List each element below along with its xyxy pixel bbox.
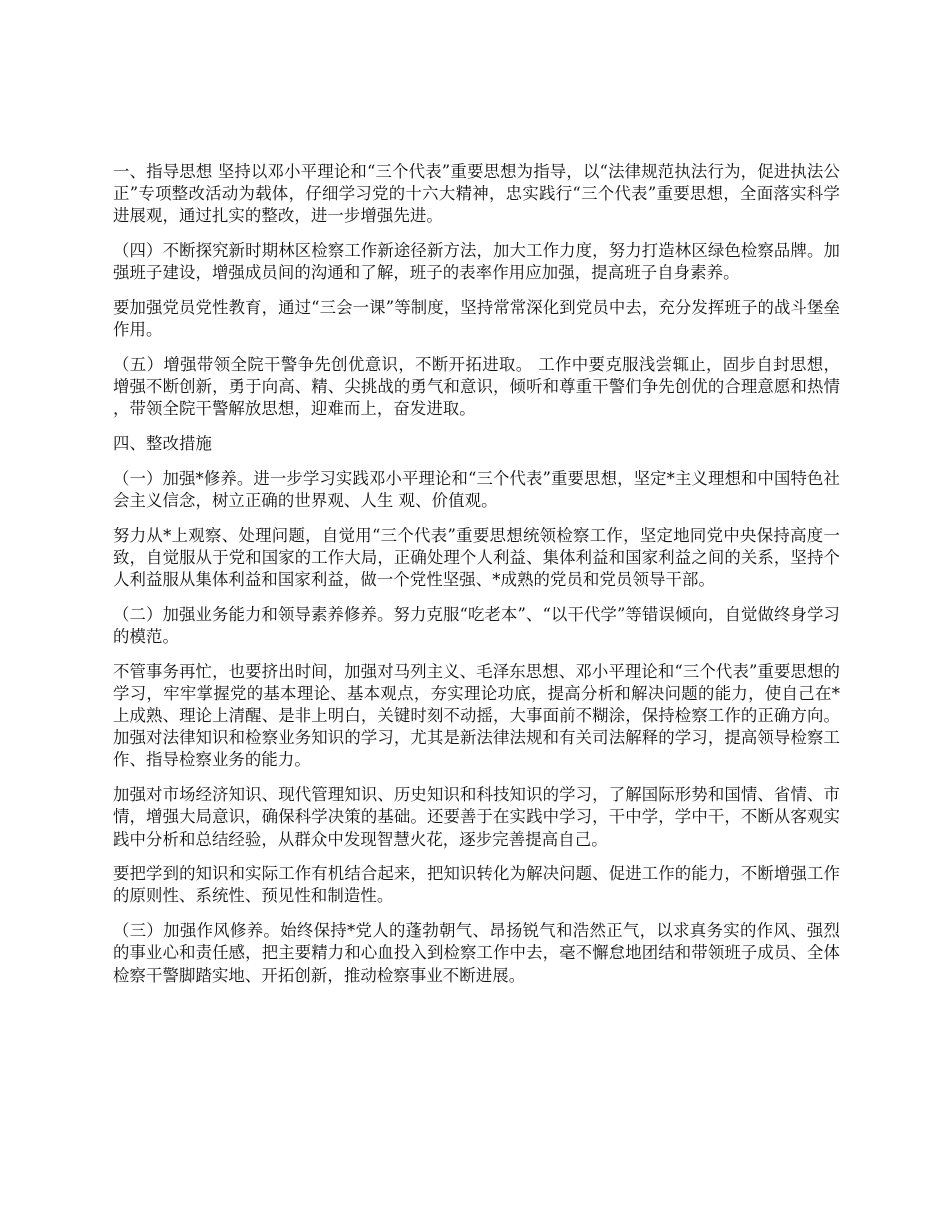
paragraph-measure-one: （一）加强*修养。进一步学习实践邓小平理论和“三个代表”重要思想，坚定*主义理想和中国特色社会主义信念，树立正确的世界观、人生 观、价值观。 bbox=[113, 468, 840, 510]
paragraph-measure-two: （二）加强业务能力和领导素养修养。努力克服“吃老本”、“以干代学”等错误倾向，自觉做终身学习的模范。 bbox=[113, 604, 840, 646]
paragraph-measure-two-knowledge: 加强对市场经济知识、现代管理知识、历史知识和科技知识的学习，了解国际形势和国情、省情、市情，增强大局意识，确保科学决策的基础。还要善于在实践中学习，干中学，学中干，不断从客观实践中分析和总结经验，从群众中发现智慧火花，逐步完善提高自己。 bbox=[113, 785, 840, 849]
paragraph-guiding-ideology: 一、指导思想 坚持以邓小平理论和“三个代表”重要思想为指导，以“法律规范执法行为，促进执法公正”专项整改活动为载体，仔细学习党的十六大精神，忠实践行“三个代表”重要思想，全面落实科学进展观，通过扎实的整改，进一步增强先进。 bbox=[113, 162, 840, 226]
document-body bbox=[113, 161, 840, 999]
paragraph-item-four: （四）不断探究新时期林区检察工作新途径新方法，加大工作力度，努力打造林区绿色检察品牌。加强班子建设，增强成员间的沟通和了解，班子的表率作用应加强，提高班子自身素养。 bbox=[113, 241, 840, 283]
paragraph-measure-two-practice: 要把学到的知识和实际工作有机结合起来，把知识转化为解决问题、促进工作的能力，不断增强工作的原则性、系统性、预见性和制造性。 bbox=[113, 864, 840, 906]
paragraph-item-five: （五）增强带领全院干警争先创优意识，不断开拓进取。 工作中要克服浅尝辄止，固步自封思想，增强不断创新，勇于向高、精、尖挑战的勇气和意识，倾听和尊重干警们争先创优的合理意愿和热情，带领全院干警解放思想，迎难而上，奋发进取。 bbox=[113, 354, 840, 419]
paragraph-measure-three: （三）加强作风修养。始终保持*党人的蓬勃朝气、昂扬锐气和浩然正气，以求真务实的作风、强烈的事业心和责任感，把主要精力和心血投入到检察工作中去，毫不懈怠地团结和带领班子成员、全体检察干警脚踏实地、开拓创新，推动检察事业不断进展。 bbox=[113, 921, 840, 985]
paragraph-measure-two-study: 不管事务再忙，也要挤出时间，加强对马列主义、毛泽东思想、邓小平理论和“三个代表”重要思想的学习，牢牢掌握党的基本理论、基本观点，夯实理论功底，提高分析和解决问题的能力，使自己在*上成熟、理论上清醒、是非上明白，关键时刻不动摇，大事面前不糊涂，保持检察工作的正确方向。加强对法律知识和检察业务知识的学习，尤其是新法律法规和有关司法解释的学习，提高领导检察工作、指导检察业务的能力。 bbox=[113, 661, 840, 770]
paragraph-measure-one-detail: 努力从*上观察、处理问题，自觉用“三个代表”重要思想统领检察工作，坚定地同党中央保持高度一致，自觉服从于党和国家的工作大局，正确处理个人利益、集体利益和国家利益之间的关系，坚持个人利益服从集体利益和国家利益，做一个党性坚强、*成熟的党员和党员领导干部。 bbox=[113, 525, 840, 590]
section-heading-rectification-measures: 四、整改措施 bbox=[113, 434, 212, 454]
paragraph-party-education: 要加强党员党性教育，通过“三会一课”等制度，坚持常常深化到党员中去，充分发挥班子的战斗堡垒作用。 bbox=[113, 298, 840, 340]
